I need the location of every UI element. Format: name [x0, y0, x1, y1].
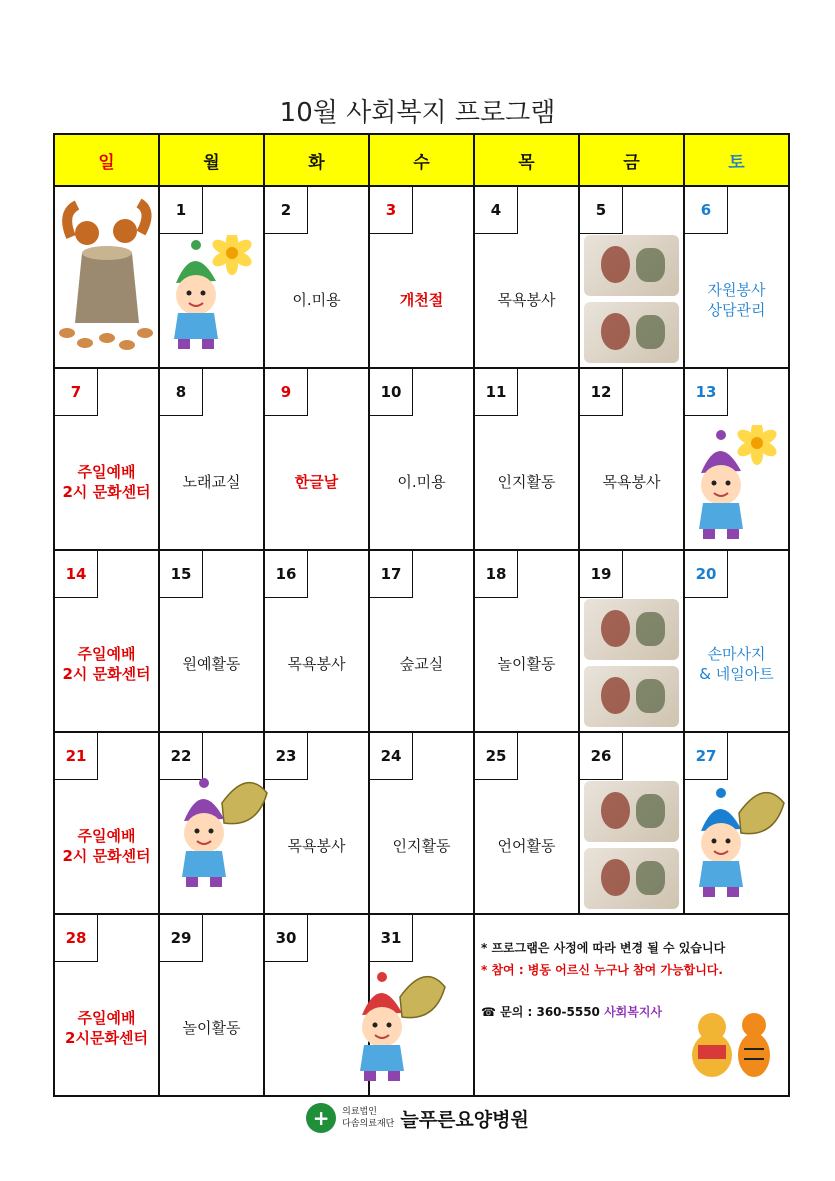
day-number: 30 — [265, 915, 308, 962]
weekday-mon: 월 — [159, 134, 264, 186]
day-event: 놀이활동 — [182, 1019, 241, 1037]
weekday-fri: 금 — [579, 134, 684, 186]
day-number: 22 — [160, 733, 203, 780]
day-event: 손마사지 & 네일아트 — [699, 645, 774, 683]
day-event: 주일예배 2시문화센터 — [65, 1009, 148, 1047]
day-event: 목욕봉사 — [602, 473, 661, 491]
day-cell — [264, 186, 369, 368]
day-event: 이.미용 — [397, 473, 446, 491]
day-number: 18 — [475, 551, 518, 598]
day-event: 이.미용 — [292, 291, 341, 309]
day-event: 주일예배 2시 문화센터 — [62, 463, 151, 501]
day-event: 자원봉사 상담관리 — [707, 281, 766, 319]
day-event: 놀이활동 — [497, 655, 556, 673]
day-number: 2 — [265, 187, 308, 234]
craft-photo-icon — [584, 666, 679, 727]
day-cell — [684, 550, 789, 732]
day-event: 숲교실 — [399, 655, 444, 673]
day-event: 인지활동 — [392, 837, 451, 855]
day-cell — [684, 368, 789, 550]
child-with-leaf-icon — [340, 967, 450, 1091]
activity-photo — [584, 781, 679, 909]
day-cell — [159, 914, 264, 1096]
day-number: 24 — [370, 733, 413, 780]
day-number: 28 — [55, 915, 98, 962]
day-cell — [54, 732, 159, 914]
day-event: 인지활동 — [497, 473, 556, 491]
child-with-flower-icon — [154, 235, 264, 359]
day-cell — [579, 550, 684, 732]
day-cell — [684, 732, 789, 914]
day-number: 10 — [370, 369, 413, 416]
day-cell — [264, 368, 369, 550]
day-cell — [474, 368, 579, 550]
day-cell — [159, 368, 264, 550]
contact-phone: ☎ 문의 : 360-5550 — [481, 1005, 600, 1019]
day-cell — [474, 186, 579, 368]
day-cell — [369, 550, 474, 732]
day-number: 17 — [370, 551, 413, 598]
day-number: 13 — [685, 369, 728, 416]
week-row — [54, 186, 789, 368]
day-cell — [54, 186, 159, 368]
craft-photo-icon — [584, 781, 679, 842]
week-row — [54, 914, 789, 1096]
day-cell — [159, 732, 264, 914]
squirrel-illustration-icon — [57, 193, 157, 357]
footer — [0, 1098, 835, 1138]
day-cell — [54, 368, 159, 550]
day-cell — [579, 368, 684, 550]
day-number: 6 — [685, 187, 728, 234]
day-number: 23 — [265, 733, 308, 780]
calendar-table — [53, 133, 790, 1097]
day-number: 20 — [685, 551, 728, 598]
day-number: 1 — [160, 187, 203, 234]
contact-dept: 사회복지사 — [604, 1005, 663, 1019]
day-cell — [684, 186, 789, 368]
day-cell — [579, 732, 684, 914]
day-event: 목욕봉사 — [287, 837, 346, 855]
day-cell — [159, 550, 264, 732]
activity-photo — [584, 235, 679, 363]
day-cell — [159, 186, 264, 368]
notes-cell — [474, 914, 789, 1096]
craft-photo-icon — [584, 302, 679, 363]
child-with-leaf-icon — [679, 783, 789, 907]
day-event: 언어활동 — [497, 837, 556, 855]
weekday-thu: 목 — [474, 134, 579, 186]
day-event: 주일예배 2시 문화센터 — [62, 645, 151, 683]
day-event: 목욕봉사 — [497, 291, 556, 309]
craft-photo-icon — [584, 848, 679, 909]
day-cell — [369, 368, 474, 550]
activity-photo — [584, 599, 679, 727]
weekday-sun: 일 — [54, 134, 159, 186]
child-with-flower-icon — [679, 425, 789, 549]
day-cell — [474, 732, 579, 914]
day-number: 16 — [265, 551, 308, 598]
day-number: 19 — [580, 551, 623, 598]
day-number: 8 — [160, 369, 203, 416]
day-number: 26 — [580, 733, 623, 780]
day-cell — [369, 732, 474, 914]
notice-change: * 프로그램은 사정에 따라 변경 될 수 있습니다 — [481, 941, 726, 955]
day-number: 9 — [265, 369, 308, 416]
day-number: 27 — [685, 733, 728, 780]
weekday-sat: 토 — [684, 134, 789, 186]
craft-photo-icon — [584, 235, 679, 296]
hospital-name: 늘푸른요양병원 — [400, 1108, 529, 1131]
day-event: 노래교실 — [182, 473, 241, 491]
weekday-wed: 수 — [369, 134, 474, 186]
day-number: 3 — [370, 187, 413, 234]
bear-tiger-illustration-icon — [672, 1005, 782, 1089]
day-number: 15 — [160, 551, 203, 598]
week-row — [54, 732, 789, 914]
notice-participation: * 참여 : 병동 어르신 누구나 참여 가능합니다. — [481, 963, 723, 977]
week-row — [54, 368, 789, 550]
day-cell — [264, 732, 369, 914]
day-event: 원예활동 — [182, 655, 241, 673]
week-row — [54, 550, 789, 732]
foundation-title: 다솜의료재단 — [342, 1119, 395, 1129]
foundation-type: 의료법인 — [342, 1107, 377, 1117]
day-number: 31 — [370, 915, 413, 962]
day-cell — [579, 186, 684, 368]
day-cell — [474, 550, 579, 732]
day-cell — [369, 914, 474, 1096]
day-number: 25 — [475, 733, 518, 780]
weekday-header-row — [54, 134, 789, 186]
hospital-logo-icon: + — [306, 1103, 336, 1133]
page-title: 10월 사회복지 프로그램 — [279, 98, 556, 128]
day-number: 7 — [55, 369, 98, 416]
day-cell — [54, 550, 159, 732]
craft-photo-icon — [584, 599, 679, 660]
day-number: 29 — [160, 915, 203, 962]
day-number: 11 — [475, 369, 518, 416]
day-number: 21 — [55, 733, 98, 780]
day-number: 4 — [475, 187, 518, 234]
child-with-leaf-icon — [162, 773, 272, 897]
foundation-name — [342, 1106, 394, 1130]
day-event: 한글날 — [294, 473, 339, 491]
day-number: 5 — [580, 187, 623, 234]
day-cell — [54, 914, 159, 1096]
day-event: 개천절 — [399, 291, 444, 309]
day-number: 14 — [55, 551, 98, 598]
day-event: 주일예배 2시 문화센터 — [62, 827, 151, 865]
day-cell — [264, 550, 369, 732]
day-cell — [369, 186, 474, 368]
weekday-tue: 화 — [264, 134, 369, 186]
day-number: 12 — [580, 369, 623, 416]
day-event: 목욕봉사 — [287, 655, 346, 673]
